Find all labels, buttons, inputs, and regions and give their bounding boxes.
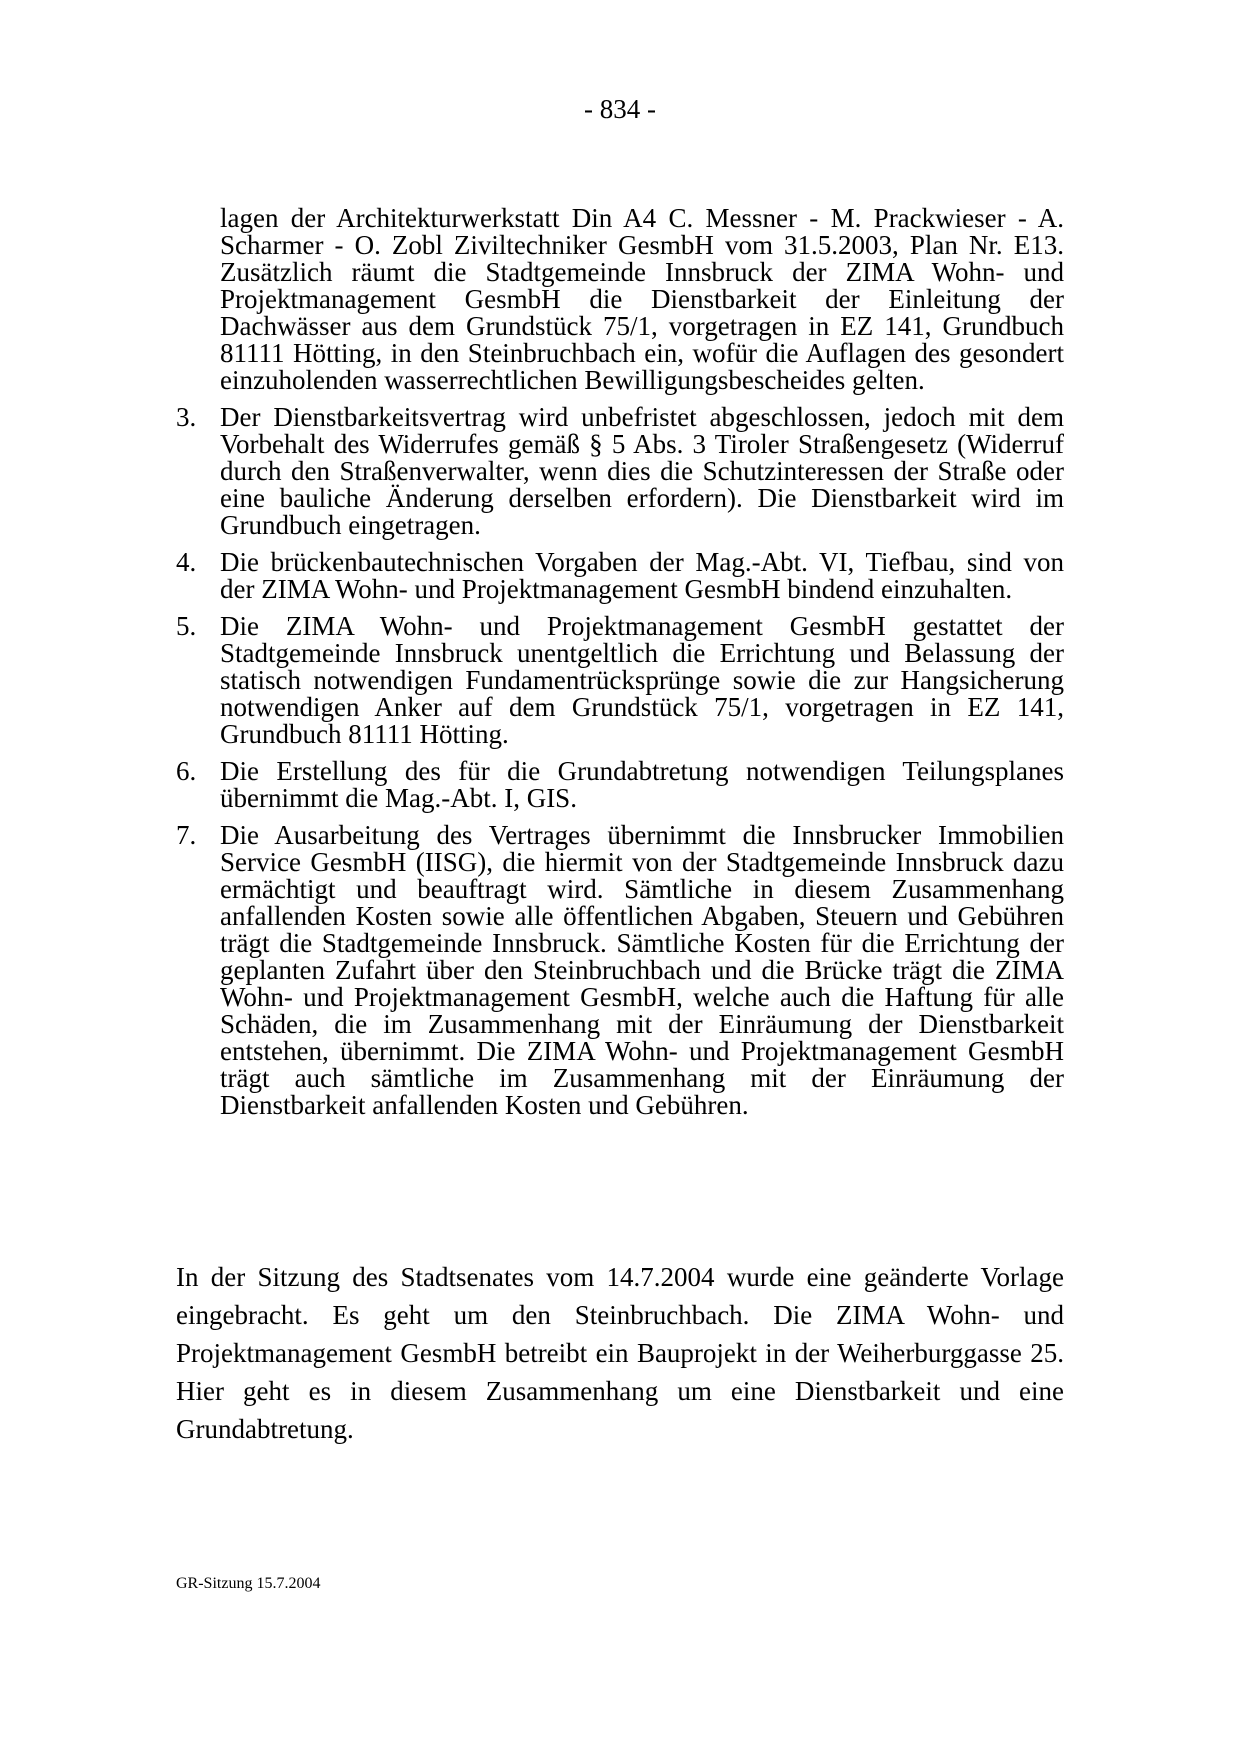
list-item <box>176 822 1064 1119</box>
list-item-number: 6. <box>176 756 197 786</box>
footer-text: GR-Sitzung 15.7.2004 <box>176 1575 321 1592</box>
list-item-number: 3. <box>176 402 197 432</box>
list-item-number: 7. <box>176 820 197 850</box>
list-item-text: Die brückenbautechnischen Vorgaben der Mag.-Abt. VI, Tiefbau, sind von der ZIMA Wohn- und Projektmanagement GesmbH bindend einzuhalten. <box>220 547 1064 604</box>
list-item-text: Die Erstellung des für die Grundabtretung notwendigen Teilungsplanes übernimmt die Mag.-Abt. I, GIS. <box>220 756 1064 813</box>
list-item-text: Der Dienstbarkeitsvertrag wird unbefristet abgeschlossen, jedoch mit dem Vorbehalt des Widerrufes gemäß § 5 Abs. 3 Tiroler Straßengesetz (Widerruf durch den Straßenverwalter, wenn dies die Schutzinteressen der Straße oder eine bauliche Änderung derselben erfordern). Die Dienstbarkeit wird im Grundbuch eingetragen. <box>220 402 1064 540</box>
page-number: - 834 - <box>584 94 656 124</box>
body-paragraph: In der Sitzung des Stadtsenates vom 14.7.2004 wurde eine geänderte Vorlage eingebracht. Es geht um den Steinbruchbach. Die ZIMA Wohn- und Projektmanagement GesmbH betreibt ein Bauprojekt in der Weiherburggasse 25. Hier geht es in diesem Zusammenhang um eine Dienstbarkeit und eine Grundabtretung. <box>176 1262 1064 1444</box>
list-item-text: Die ZIMA Wohn- und Projektmanagement GesmbH gestattet der Stadtgemeinde Innsbruck unentgeltlich die Errichtung und Belassung der statisch notwendigen Fundamentrücksprünge sowie die zur Hangsicherung notwendigen Anker auf dem Grundstück 75/1, vorgetragen in EZ 141, Grundbuch 81111 Hötting. <box>220 611 1064 749</box>
list-item <box>176 549 1064 603</box>
list-item-number: 4. <box>176 547 197 577</box>
numbered-list <box>176 205 1064 1119</box>
list-item-text: Die Ausarbeitung des Vertrages übernimmt die Innsbrucker Immobilien Service GesmbH (IISG), die hiermit von der Stadtgemeinde Innsbruck dazu ermächtigt und beauftragt wird. Sämtliche in diesem Zusammenhang anfallenden Kosten sowie alle öffentlichen Abgaben, Steuern und Gebühren trägt die Stadtgemeinde Innsbruck. Sämtliche Kosten für die Errichtung der geplanten Zufahrt über den Steinbruchbach und die Brücke trägt die ZIMA Wohn- und Projektmanagement GesmbH, welche auch die Haftung für alle Schäden, die im Zusammenhang mit der Einräumung der Dienstbarkeit entstehen, übernimmt. Die ZIMA Wohn- und Projektmanagement GesmbH trägt auch sämtliche im Zusammenhang mit der Einräumung der Dienstbarkeit anfallenden Kosten und Gebühren. <box>220 820 1064 1120</box>
list-item <box>176 613 1064 748</box>
list-item <box>176 404 1064 539</box>
list-item-number: 5. <box>176 611 197 641</box>
list-item <box>176 758 1064 812</box>
list-item-continuation: lagen der Architekturwerkstatt Din A4 C. Messner - M. Prackwieser - A. Scharmer - O. Zobl Ziviltechniker GesmbH vom 31.5.2003, Plan Nr. E13. Zusätzlich räumt die Stadtgemeinde Innsbruck der ZIMA Wohn- und Projektmanagement GesmbH die Dienstbarkeit der Einleitung der Dachwässer aus dem Grundstück 75/1, vorgetragen in EZ 141, Grundbuch 81111 Hötting, in den Steinbruchbach ein, wofür die Auflagen des gesondert einzuholenden wasserrechtlichen Bewilligungsbescheides gelten. <box>220 203 1064 395</box>
